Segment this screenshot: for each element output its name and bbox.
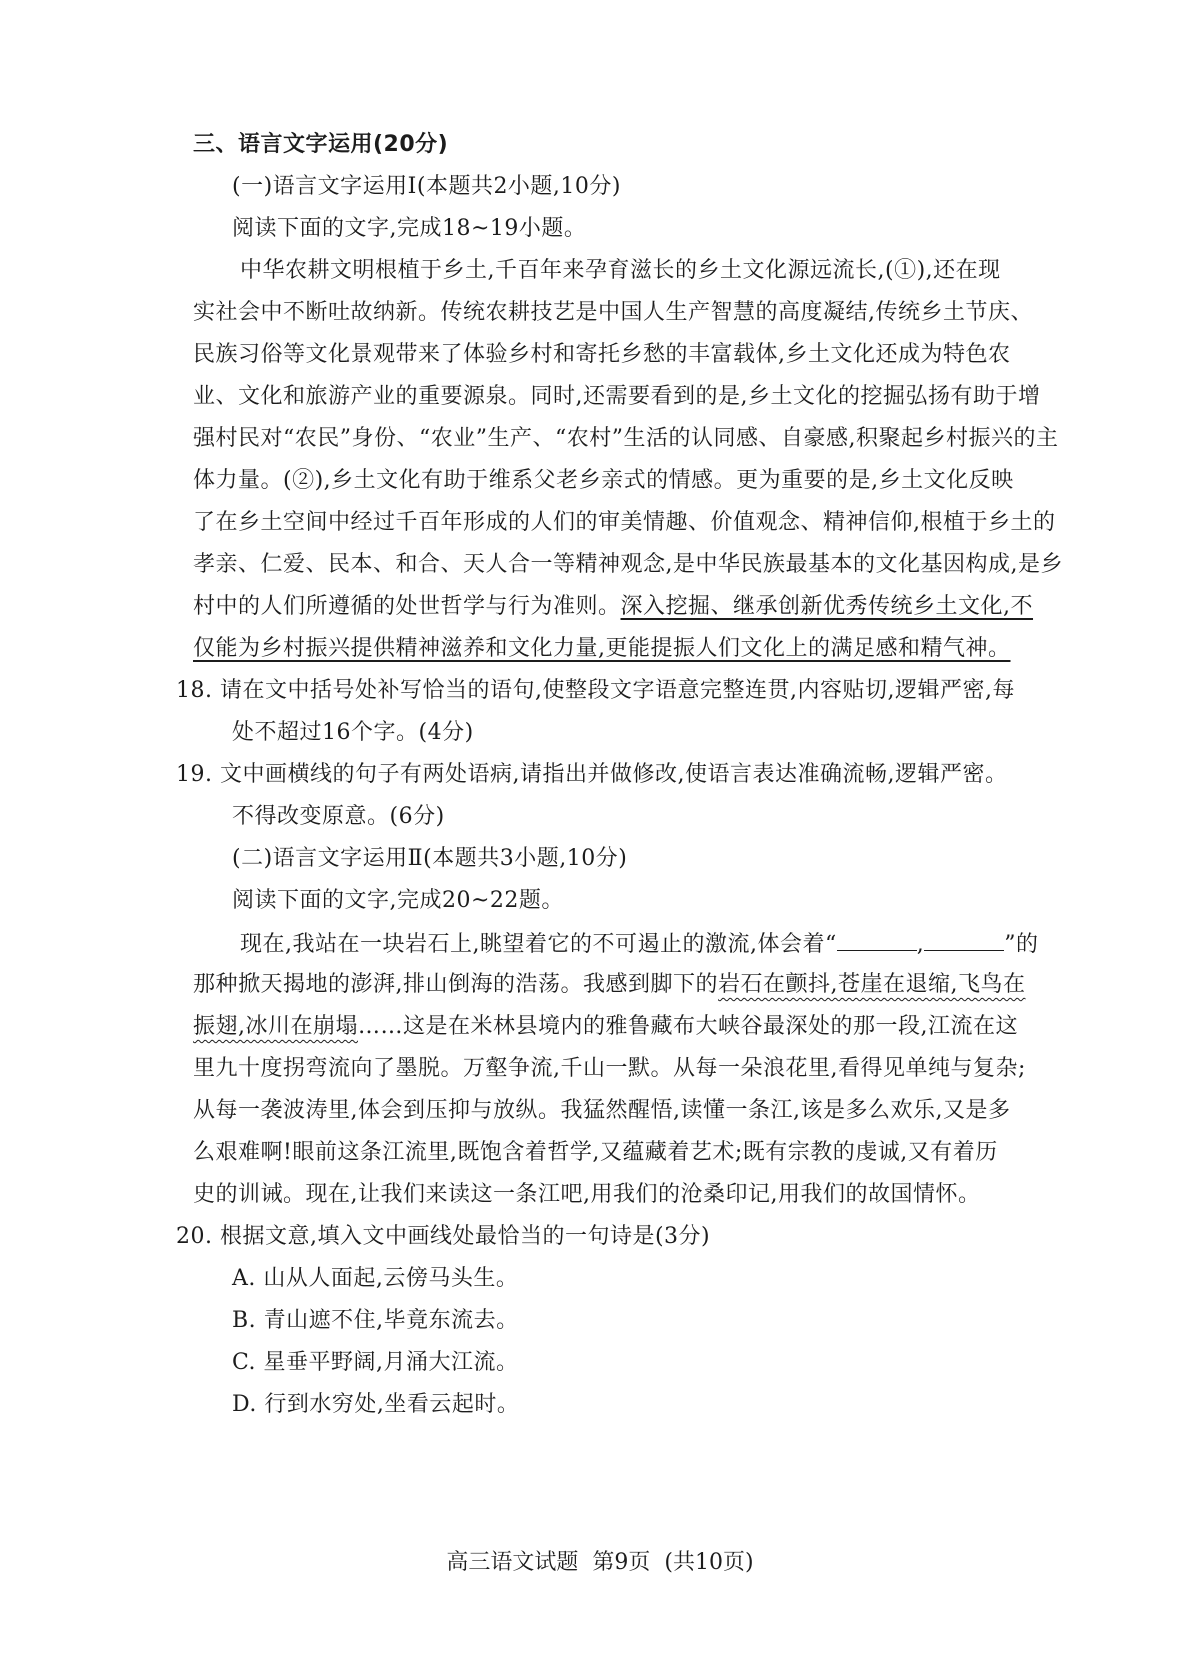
q18-line: 18. 请在文中括号处补写恰当的语句,使整段文字语意完整连贯,内容贴切,逻辑严密,每: [176, 678, 1015, 703]
wavy-underlined-text: 振翅,冰川在崩塌: [193, 1014, 358, 1039]
passage1-line: [193, 592, 1200, 622]
underlined-sentence: 深入挖掘、继承创新优秀传统乡土文化,不: [620, 594, 1034, 619]
passage2-line: 么艰难啊!眼前这条江流里,既饱含着哲学,又蕴藏着艺术;既有宗教的虔诚,又有着历: [193, 1140, 998, 1165]
passage2-text: ”的: [1004, 932, 1039, 957]
section-title: 三、语言文字运用(20分): [193, 132, 449, 157]
q20-option-a: A. 山从人面起,云傍马头生。: [232, 1266, 519, 1291]
passage2-text: ……这是在米林县境内的雅鲁藏布大峡谷最深处的那一段,江流在这: [358, 1014, 1018, 1039]
passage2-text: 现在,我站在一块岩石上,眺望着它的不可遏止的激流,体会着“: [240, 932, 837, 957]
q19-line: 19. 文中画横线的句子有两处语病,请指出并做修改,使语言表达准确流畅,逻辑严密。: [176, 762, 1008, 787]
passage1-line: 中华农耕文明根植于乡土,千百年来孕育滋长的乡土文化源远流长,(①),还在现: [240, 258, 1001, 283]
passage1-line: 了在乡土空间中经过千百年形成的人们的审美情趣、价值观念、精神信仰,根植于乡土的: [193, 510, 1056, 535]
passage2-line: [240, 928, 1200, 960]
passage2-line: 史的训诫。现在,让我们来读这一条江吧,用我们的沧桑印记,用我们的故国情怀。: [193, 1182, 981, 1207]
page-footer: 高三语文试题 第9页 (共10页): [446, 1550, 754, 1575]
passage2-line: 从每一袭波涛里,体会到压抑与放纵。我猛然醒悟,读懂一条江,该是多么欢乐,又是多: [193, 1098, 1011, 1123]
q20-option-d: D. 行到水穷处,坐看云起时。: [232, 1392, 520, 1417]
passage2-text: 那种掀天揭地的澎湃,排山倒海的浩荡。我感到脚下的: [193, 972, 718, 997]
part2-heading: (二)语言文字运用Ⅱ(本题共3小题,10分): [232, 846, 628, 871]
q18-line: 处不超过16个字。(4分): [232, 720, 474, 745]
underlined-sentence: 仅能为乡村振兴提供精神滋养和文化力量,更能提振人们文化上的满足感和精气神。: [193, 636, 1011, 661]
passage1-line: 体力量。(②),乡土文化有助于维系父老乡亲式的情感。更为重要的是,乡土文化反映: [193, 468, 1014, 493]
fill-blank: [924, 928, 1004, 951]
passage2-line: 里九十度拐弯流向了墨脱。万壑争流,千山一默。从每一朵浪花里,看得见单纯与复杂;: [193, 1056, 1026, 1081]
q20-stem: 20. 根据文意,填入文中画线处最恰当的一句诗是(3分): [176, 1224, 711, 1249]
part1-heading: (一)语言文字运用Ⅰ(本题共2小题,10分): [232, 174, 622, 199]
passage2-line: [193, 1012, 1200, 1042]
fill-blank: [837, 928, 917, 951]
passage1-line: 民族习俗等文化景观带来了体验乡村和寄托乡愁的丰富载体,乡土文化还成为特色农: [193, 342, 1011, 367]
passage2-text: ,: [916, 932, 925, 957]
passage2-line: [193, 970, 1200, 1000]
part2-instruction: 阅读下面的文字,完成20~22题。: [232, 888, 564, 913]
q20-option-b: B. 青山遮不住,毕竟东流去。: [232, 1308, 519, 1333]
passage1-line: 强村民对“农民”身份、“农业”生产、“农村”生活的认同感、自豪感,积聚起乡村振兴的主: [193, 426, 1059, 451]
q20-option-c: C. 星垂平野阔,月涌大江流。: [232, 1350, 519, 1375]
passage1-line: 孝亲、仁爱、民本、和合、天人合一等精神观念,是中华民族最基本的文化基因构成,是乡: [193, 552, 1063, 577]
passage1-text: 村中的人们所遵循的处世哲学与行为准则。: [193, 594, 621, 619]
part1-instruction: 阅读下面的文字,完成18~19小题。: [232, 216, 587, 241]
q19-line: 不得改变原意。(6分): [232, 804, 445, 829]
wavy-underlined-text: 岩石在颤抖,苍崖在退缩,飞鸟在: [718, 972, 1026, 997]
passage1-line: 业、文化和旅游产业的重要源泉。同时,还需要看到的是,乡土文化的挖掘弘扬有助于增: [193, 384, 1041, 409]
passage1-line: 实社会中不断吐故纳新。传统农耕技艺是中国人生产智慧的高度凝结,传统乡土节庆、: [193, 300, 1033, 325]
passage1-line: [193, 634, 1200, 664]
